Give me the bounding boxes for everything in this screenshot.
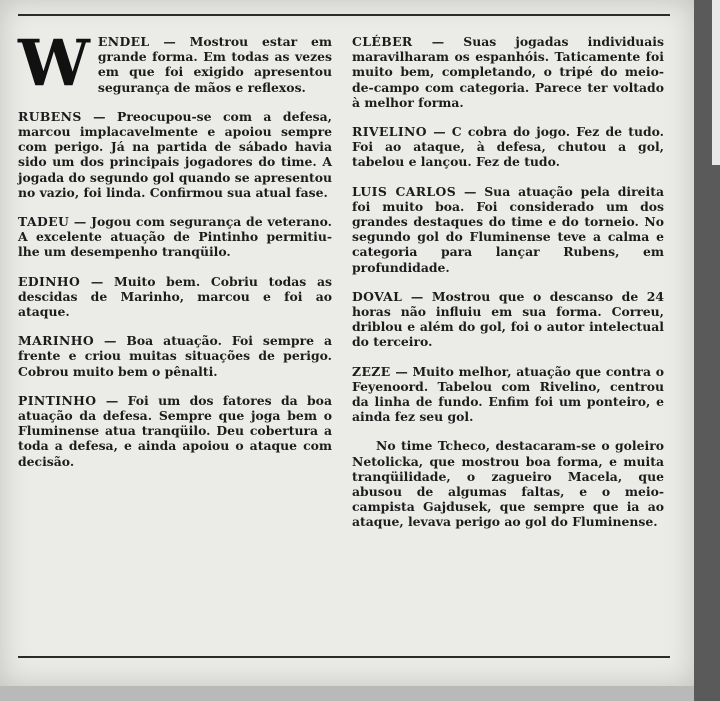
scan-edge-bottom — [0, 686, 694, 701]
player-name: ZEZE — [352, 363, 391, 379]
player-review-text: C cobra do jogo. Fez de tudo. Foi ao ataque, à defesa, chutou a gol, tabelou e lançou. Fez de tudo. — [352, 124, 664, 170]
player-review-rubens: RUBENS — Preocupou-se com a defesa, marcou implacavelmente e apoiou sempre com perigo. Já na partida de sábado havia sido um dos principais jogadores do time. A jogada do segundo gol quando se apresentou no vazio, foi linda. Confirmou sua atual fase. — [18, 108, 332, 200]
right-column — [352, 34, 664, 544]
player-review-rivelino: RIVELINO — C cobra do jogo. Fez de tudo. Foi ao ataque, à defesa, chutou a gol, tabelou e lançou. Fez de tudo. — [352, 124, 664, 170]
player-review-pintinho: PINTINHO — Foi um dos fatores da boa atuação da defesa. Sempre que joga bem o Fluminense atua tranqüilo. Deu cobertura a toda a defesa, e ainda apoiou o ataque com decisão. — [18, 392, 332, 469]
player-review-text: Mostrou que o descanso de 24 horas não influiu em sua forma. Correu, driblou e além do gol, foi o autor intelectual do terceiro. — [352, 288, 664, 350]
player-name: RUBENS — [18, 108, 82, 124]
player-name: CLÉBER — [352, 34, 413, 49]
player-review-luis-carlos: LUIS CARLOS — Sua atuação pela direita foi muito boa. Foi considerado um dos grandes destaques do time e do torneio. No segundo gol do Fluminense teve a calma e categoria para lançar Rubens, em profundidade. — [352, 183, 664, 275]
player-name: RIVELINO — [352, 124, 427, 140]
player-name: EDINHO — [18, 273, 81, 289]
player-review-edinho: EDINHO — Muito bem. Cobriu todas as descidas de Marinho, marcou e foi ao ataque. — [18, 273, 332, 320]
top-rule — [18, 14, 670, 16]
player-review-text: Muito melhor, atuação que contra o Feyenoord. Tabelou com Rivelino, centrou da linha de fundo. Enfim foi um ponteiro, e ainda fez seu gol. — [352, 363, 664, 425]
player-review-text: Mostrou estar em grande forma. Em todas as vezes em que foi exigido apresentou segurança de mãos e reflexos. — [97, 34, 332, 95]
player-review-wendel: WENDEL — Mostrou estar em grande forma. Em todas as vezes em que foi exigido apresentou segurança de mãos e reflexos. — [18, 26, 332, 101]
player-review-zeze: ZEZE — Muito melhor, atuação que contra o Feyenoord. Tabelou com Rivelino, centrou da linha de fundo. Enfim foi um ponteiro, e ainda fez seu gol. — [352, 363, 664, 425]
closing-paragraph: No time Tcheco, destacaram-se o goleiro Netolicka, que mostrou boa forma, e muita tranqüilidade, o zagueiro Macela, que abusou de algumas faltas, e o meio-campista Gajdusek, que sempre que ia ao ataque, levava perigo ao gol do Fluminense. — [352, 438, 664, 530]
player-review-marinho: MARINHO — Boa atuação. Foi sempre a frente e criou muitas situações de perigo. Cobrou muito bem o pênalti. — [18, 333, 332, 379]
player-name: TADEU — [18, 214, 70, 230]
bottom-rule — [18, 656, 670, 658]
player-name: PINTINHO — [18, 392, 97, 408]
player-review-doval: DOVAL — Mostrou que o descanso de 24 horas não influiu em sua forma. Correu, driblou e além do gol, foi o autor intelectual do terceiro. — [352, 288, 664, 350]
player-name: ENDEL — [97, 34, 150, 49]
player-review-text: Foi um dos fatores da boa atuação da defesa. Sempre que joga bem o Fluminense atua tranqüilo. Deu cobertura a toda a defesa, e ainda apoiou o ataque com decisão. — [18, 392, 332, 469]
drop-cap: W — [18, 26, 90, 101]
player-review-tadeu: TADEU — Jogou com segurança de veterano. A excelente atuação de Pintinho permitiu-lhe um desempenho tranqüilo. — [18, 214, 332, 260]
player-name: DOVAL — [352, 288, 403, 304]
player-review-text: Preocupou-se com a defesa, marcou implacavelmente e apoiou sempre com perigo. Já na partida de sábado havia sido um dos principais jogadores do time. A jogada do segundo gol quando se apresentou no vazio, foi linda. Confirmou sua atual fase. — [18, 108, 332, 200]
player-review-text: Jogou com segurança de veterano. A excelente atuação de Pintinho permitiu-lhe um desempenho tranqüilo. — [18, 214, 332, 260]
player-name: LUIS CARLOS — [352, 183, 457, 199]
player-review-cleber: CLÉBER — Suas jogadas individuais maravilharam os espanhóis. Taticamente foi muito bem, completando, o tripé do meio-de-campo com categoria. Parece ter voltado à melhor forma. — [352, 34, 664, 110]
left-column — [18, 26, 332, 483]
player-review-text: Suas jogadas individuais maravilharam os espanhóis. Taticamente foi muito bem, completando, o tripé do meio-de-campo com categoria. Parece ter voltado à melhor forma. — [352, 34, 664, 110]
scan-edge-right — [694, 0, 720, 701]
player-name: MARINHO — [18, 333, 95, 349]
player-review-text: Sua atuação pela direita foi muito boa. Foi considerado um dos grandes destaques do time e do torneio. No segundo gol do Fluminense teve a calma e categoria para lançar Rubens, em profundidade. — [352, 183, 664, 275]
player-review-text: Boa atuação. Foi sempre a frente e criou muitas situações de perigo. Cobrou muito bem o pênalti. — [18, 333, 332, 379]
player-review-text: Muito bem. Cobriu todas as descidas de Marinho, marcou e foi ao ataque. — [18, 273, 332, 320]
